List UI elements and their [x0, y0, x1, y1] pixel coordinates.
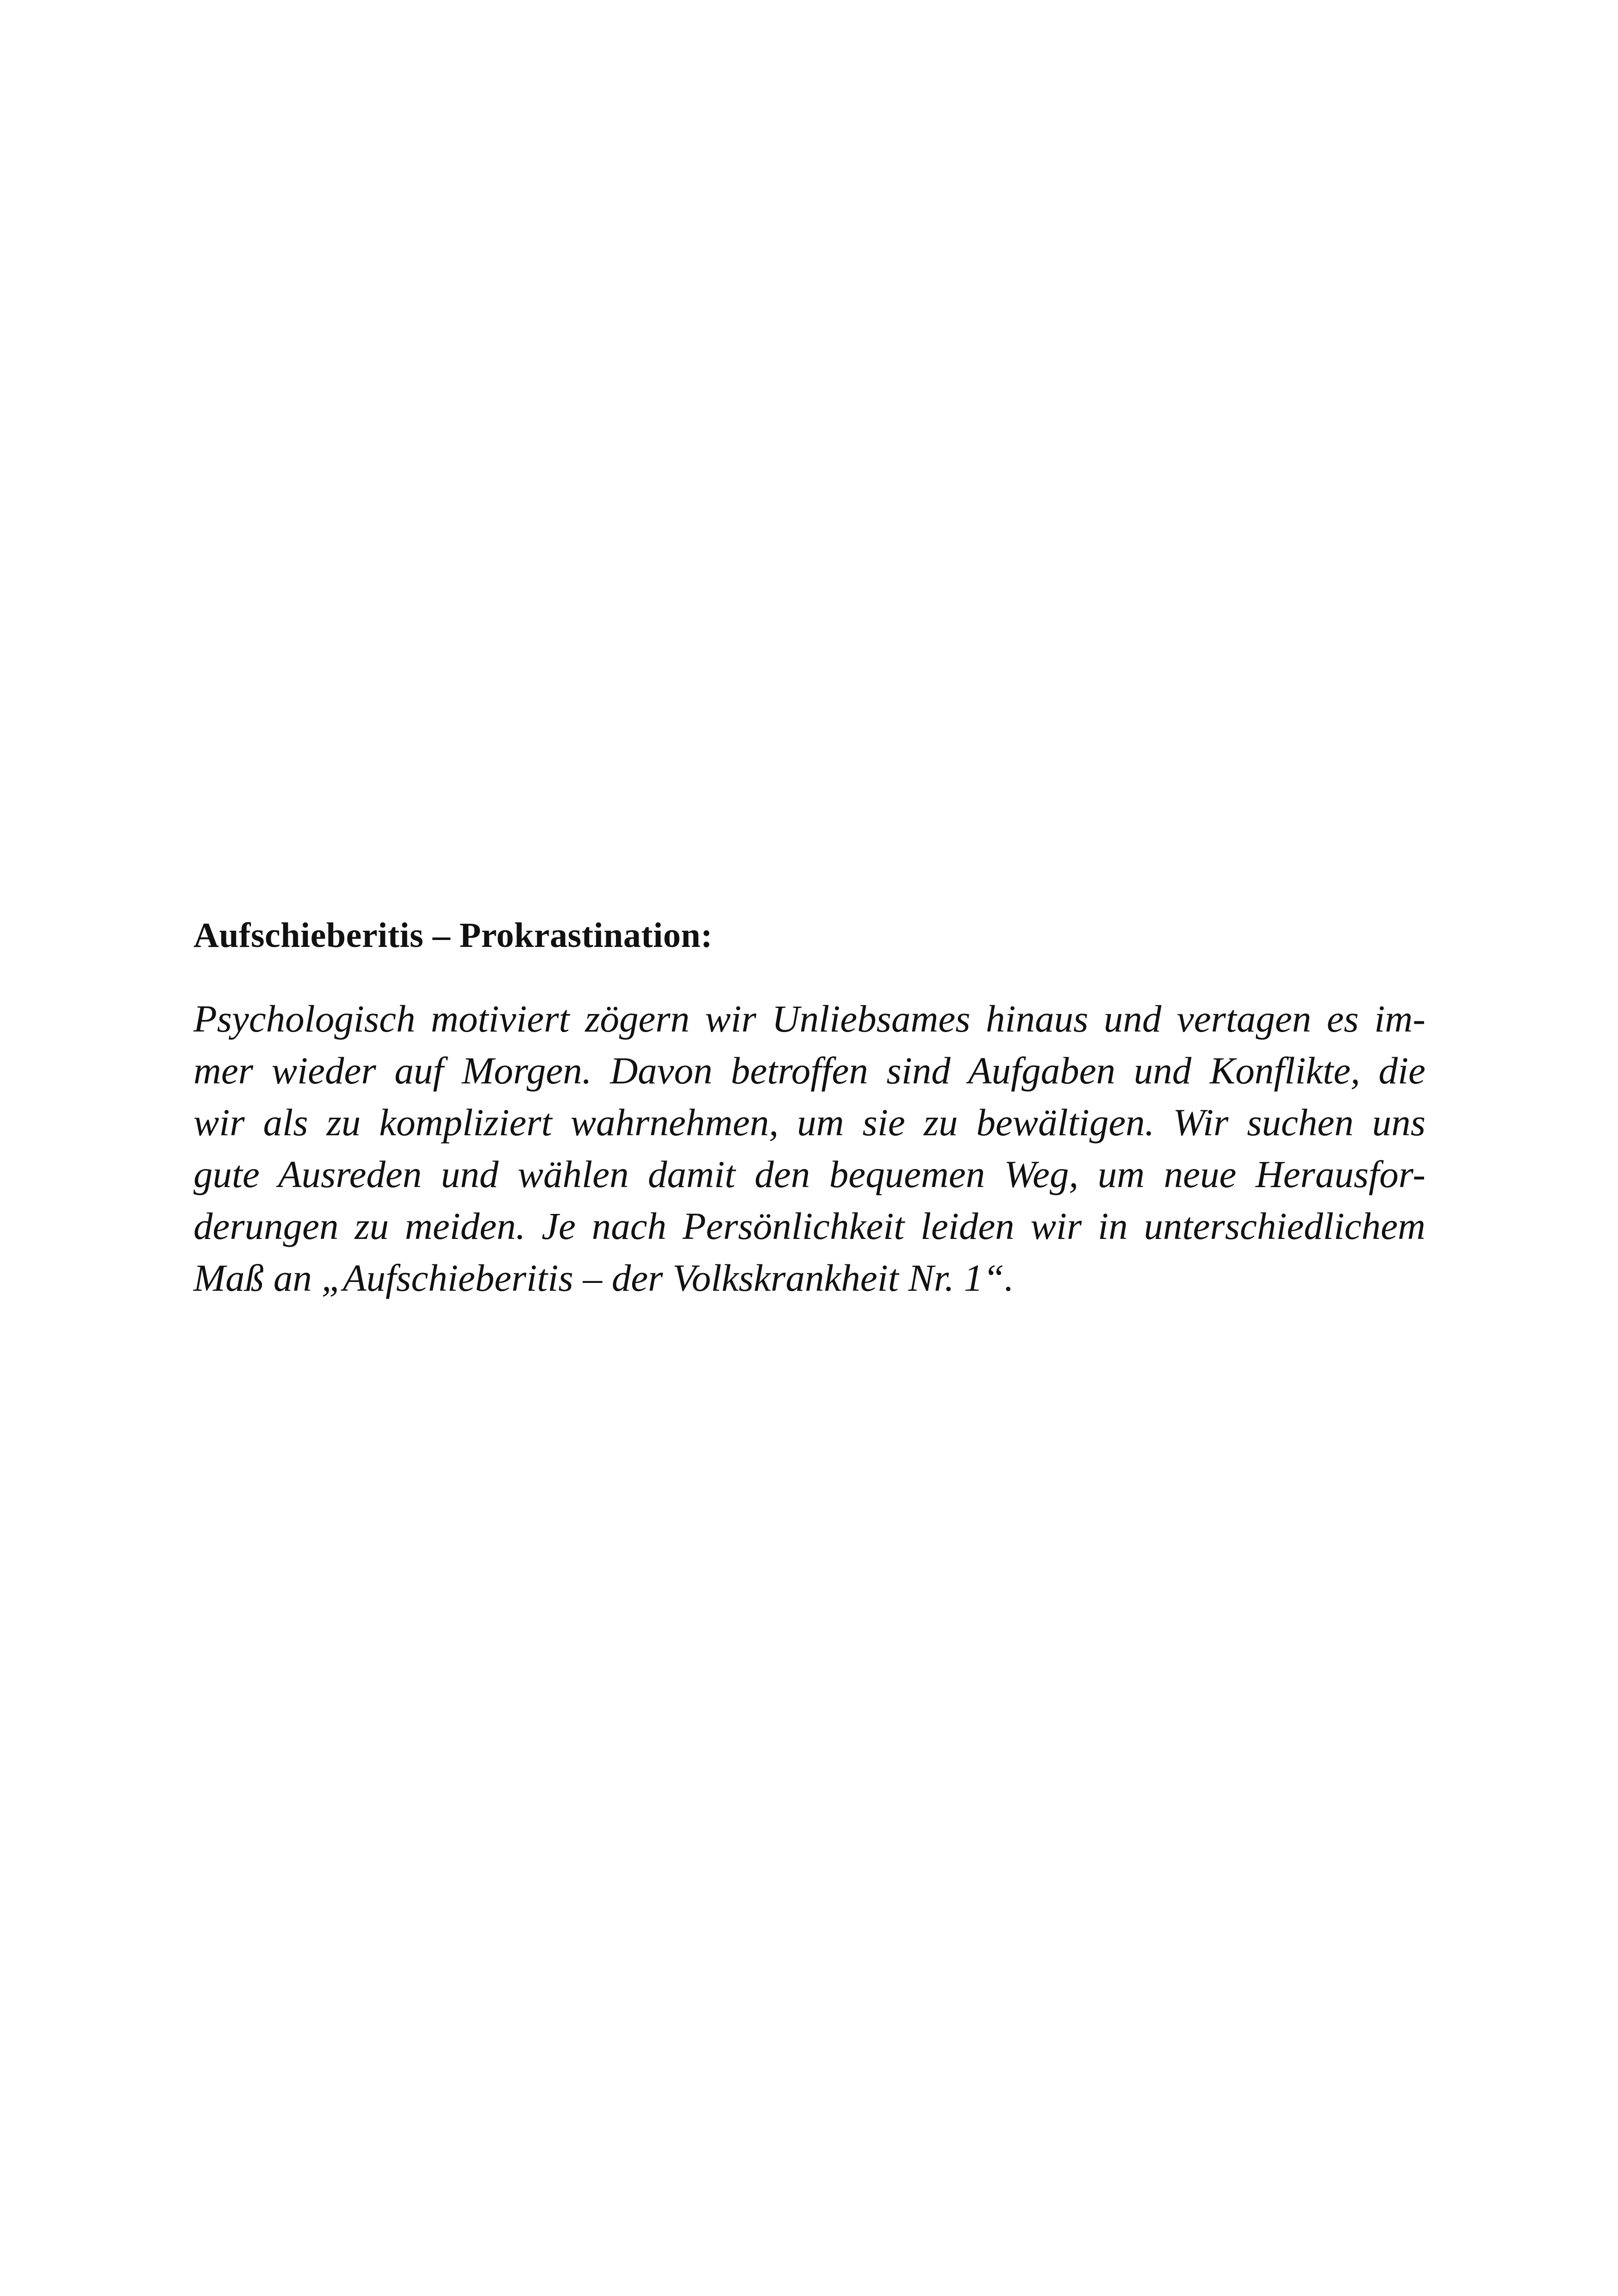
paragraph-line: gute Ausreden und wählen damit den bequemen Weg, um neue Herausfor-	[193, 1153, 1425, 1195]
paragraph-line: derungen zu meiden. Je nach Persönlichkeit leiden wir in unterschiedlichem	[193, 1205, 1425, 1247]
paragraph-line: Maß an „Aufschieberitis – der Volkskrankheit Nr. 1“.	[193, 1257, 1014, 1299]
paragraph-line: wir als zu kompliziert wahrnehmen, um sie zu bewältigen. Wir suchen uns	[193, 1101, 1425, 1144]
paragraph-line: Psychologisch motiviert zögern wir Unliebsames hinaus und vertagen es im-	[193, 997, 1425, 1040]
paragraph-line: mer wieder auf Morgen. Davon betroffen sind Aufgaben und Konflikte, die	[193, 1049, 1425, 1092]
body-paragraph	[193, 993, 1425, 1304]
text-block	[193, 909, 1425, 1304]
section-heading: Aufschieberitis – Prokrastination:	[193, 916, 713, 955]
